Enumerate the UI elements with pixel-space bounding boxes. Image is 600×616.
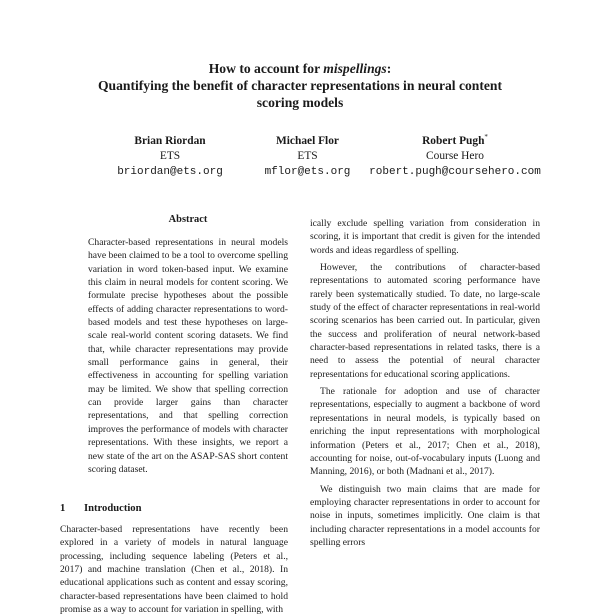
- author-email: mflor@ets.org: [264, 165, 351, 178]
- paragraph: However, the contributions of character-based representations to automated scoring performance have rarely been systematically studied. To date, no large-scale study of the effect of character representations in real-world scoring scenarios has been carried out. In particular, given the success and proliferation of neural network-based character-based representations in related tasks, there is a need to assess the potential of neural character representations for educational scoring applications.: [310, 262, 540, 380]
- author-affiliation: ETS: [159, 150, 181, 163]
- title-line-2: Quantifying the benefit of character representations in neural content: [97, 78, 502, 93]
- abstract-heading: Abstract: [168, 214, 208, 225]
- paragraph: The rationale for adoption and use of character representations, especially to augment a backbone of word representations in neural models, is typically based on enriching the input representations with morphological information (Peters et al., 2017; Chen et al., 2018), accounting for noise, out-of-vocabulary inputs (Luong and Manning, 2016), or both (Madnani et al., 2017).: [310, 386, 540, 478]
- author-name: Michael Flor: [276, 134, 339, 147]
- paragraph-continued: ically exclude spelling variation from consideration in scoring, it is important that credit is given for the intended words and ideas regardless of spelling.: [310, 218, 540, 256]
- author-email: robert.pugh@coursehero.com: [369, 165, 541, 178]
- author-footnote-mark: *: [484, 133, 488, 141]
- right-column: [310, 217, 540, 549]
- author-block: [355, 130, 555, 180]
- author-name: Robert Pugh*: [422, 133, 488, 147]
- paragraph: We distinguish two main claims that are made for employing character representations in order to account for noise in inputs, sometimes implicitly. One claim is that including character representations in a model accounts for spelling errors: [310, 483, 540, 548]
- introduction-body: [60, 523, 288, 616]
- abstract-body: [88, 236, 288, 476]
- paper-title: [60, 60, 540, 111]
- author-affiliation: Course Hero: [426, 150, 484, 163]
- section-number: 1: [60, 503, 66, 514]
- title-line-1: How to account for mispellings:: [208, 61, 392, 76]
- title-line-3: scoring models: [256, 95, 344, 110]
- author-affiliation: ETS: [297, 150, 318, 163]
- section-title: Introduction: [84, 503, 142, 514]
- abstract-text: Character-based representations in neural models have been claimed to be a tool to overcome spelling variation in word token-based input. We examine this claim in neural models for content scoring. We formulate precise hypotheses about the possible effects of adding character representations to word-based models and test these hypotheses on large-scale real-world content scoring datasets. We find that, while character representations may provide small performance gains in general, their effectiveness in accounting for spelling variation may be limited. We show that spelling correction can provide larger gains than character representations, and that spelling correction improves the performance of models with character representations. With these insights, we report a new state of the art on the ASAP-SAS short content scoring dataset.: [88, 237, 288, 475]
- section-heading-introduction: [60, 503, 142, 514]
- author-block: [95, 130, 245, 180]
- title-italic-word: mispellings: [323, 61, 387, 76]
- author-name: Brian Riordan: [134, 134, 206, 147]
- author-email: briordan@ets.org: [117, 165, 223, 178]
- introduction-paragraph: Character-based representations have recently been explored in a variety of models in natural language processing, including sequence labeling (Peters et al., 2017) and machine translation (Chen et al., 2018). In educational applications such as content and essay scoring, character-based representations have been claimed to hold promise as a way to account for variation in spelling, with: [60, 524, 288, 616]
